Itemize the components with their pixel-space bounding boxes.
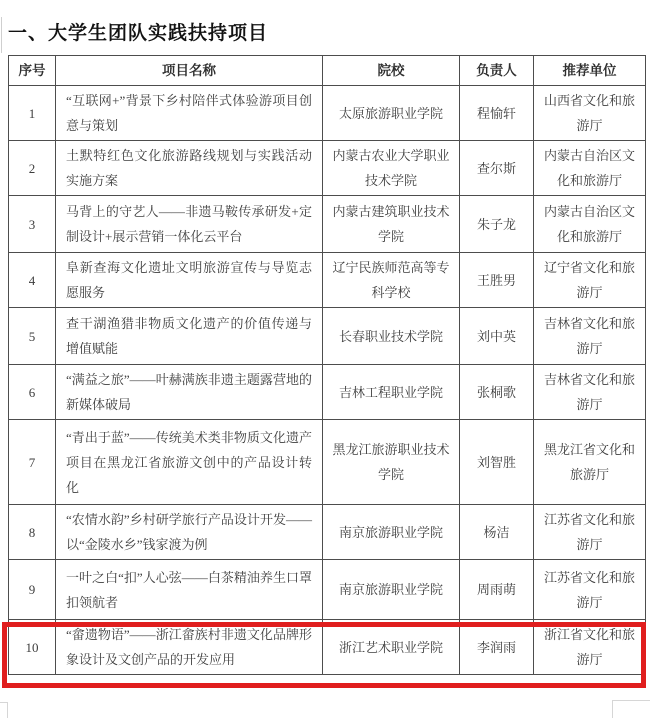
table-row — [9, 505, 646, 560]
project-name: 马背上的守艺人——非遗马鞍传承研发+定制设计+展示营销一体化云平台 — [56, 196, 323, 253]
table-row — [9, 86, 646, 141]
school-name: 南京旅游职业学院 — [323, 560, 460, 620]
row-number: 1 — [9, 86, 56, 141]
project-name: 一叶之白“扣”人心弦——白茶精油养生口罩扣领航者 — [56, 560, 323, 620]
project-name: 查干湖渔猎非物质文化遗产的价值传递与增值赋能 — [56, 308, 323, 365]
recommending-unit: 江苏省文化和旅游厅 — [534, 505, 646, 560]
leader-name: 刘智胜 — [460, 420, 534, 505]
row-number: 4 — [9, 253, 56, 308]
leader-name: 刘中英 — [460, 308, 534, 365]
project-name: 阜新查海文化遗址文明旅游宣传与导览志愿服务 — [56, 253, 323, 308]
recommending-unit: 吉林省文化和旅游厅 — [534, 308, 646, 365]
col-header-unit: 推荐单位 — [534, 56, 646, 86]
cropped-border-bottom-left-v — [7, 702, 8, 718]
leader-name: 张桐歌 — [460, 365, 534, 420]
row-number: 7 — [9, 420, 56, 505]
table-row — [9, 308, 646, 365]
row-number: 8 — [9, 505, 56, 560]
projects-table — [8, 55, 646, 675]
recommending-unit: 山西省文化和旅游厅 — [534, 86, 646, 141]
recommending-unit: 吉林省文化和旅游厅 — [534, 365, 646, 420]
table-row — [9, 196, 646, 253]
table-row — [9, 420, 646, 505]
project-name: “满益之旅”——叶赫满族非遗主题露营地的新媒体破局 — [56, 365, 323, 420]
recommending-unit: 内蒙古自治区文化和旅游厅 — [534, 196, 646, 253]
page-title: 一、大学生团队实践扶持项目 — [8, 23, 269, 44]
cropped-border-top-left — [1, 17, 2, 53]
leader-name: 程愉轩 — [460, 86, 534, 141]
row-number: 2 — [9, 141, 56, 196]
school-name: 内蒙古建筑职业技术学院 — [323, 196, 460, 253]
project-name: 土默特红色文化旅游路线规划与实践活动实施方案 — [56, 141, 323, 196]
project-name: “畲遗物语”——浙江畲族村非遗文化品牌形象设计及文创产品的开发应用 — [56, 620, 323, 675]
school-name: 吉林工程职业学院 — [323, 365, 460, 420]
leader-name: 朱子龙 — [460, 196, 534, 253]
table-row — [9, 365, 646, 420]
school-name: 黑龙江旅游职业技术学院 — [323, 420, 460, 505]
cropped-border-bottom-right-v — [612, 700, 613, 718]
table-row — [9, 253, 646, 308]
row-number: 6 — [9, 365, 56, 420]
recommending-unit: 江苏省文化和旅游厅 — [534, 560, 646, 620]
school-name: 辽宁民族师范高等专科学校 — [323, 253, 460, 308]
table-row-highlighted — [9, 620, 646, 675]
project-name: “互联网+”背景下乡村陪伴式体验游项目创意与策划 — [56, 86, 323, 141]
leader-name: 周雨萌 — [460, 560, 534, 620]
school-name: 内蒙古农业大学职业技术学院 — [323, 141, 460, 196]
col-header-project: 项目名称 — [56, 56, 323, 86]
header-row — [9, 56, 646, 86]
recommending-unit: 浙江省文化和旅游厅 — [534, 620, 646, 675]
col-header-school: 院校 — [323, 56, 460, 86]
school-name: 南京旅游职业学院 — [323, 505, 460, 560]
leader-name: 李润雨 — [460, 620, 534, 675]
row-number: 3 — [9, 196, 56, 253]
col-header-leader: 负责人 — [460, 56, 534, 86]
table-row — [9, 141, 646, 196]
project-name: “青出于蓝”——传统美术类非物质文化遗产项目在黑龙江省旅游文创中的产品设计转化 — [56, 420, 323, 505]
row-number: 9 — [9, 560, 56, 620]
col-header-no: 序号 — [9, 56, 56, 86]
table-row — [9, 560, 646, 620]
project-name: “农情水韵”乡村研学旅行产品设计开发——以“金陵水乡”钱家渡为例 — [56, 505, 323, 560]
recommending-unit: 辽宁省文化和旅游厅 — [534, 253, 646, 308]
row-number: 10 — [9, 620, 56, 675]
school-name: 长春职业技术学院 — [323, 308, 460, 365]
leader-name: 查尔斯 — [460, 141, 534, 196]
leader-name: 王胜男 — [460, 253, 534, 308]
recommending-unit: 黑龙江省文化和旅游厅 — [534, 420, 646, 505]
cropped-border-bottom-right-h — [612, 700, 650, 701]
school-name: 浙江艺术职业学院 — [323, 620, 460, 675]
recommending-unit: 内蒙古自治区文化和旅游厅 — [534, 141, 646, 196]
school-name: 太原旅游职业学院 — [323, 86, 460, 141]
leader-name: 杨洁 — [460, 505, 534, 560]
row-number: 5 — [9, 308, 56, 365]
